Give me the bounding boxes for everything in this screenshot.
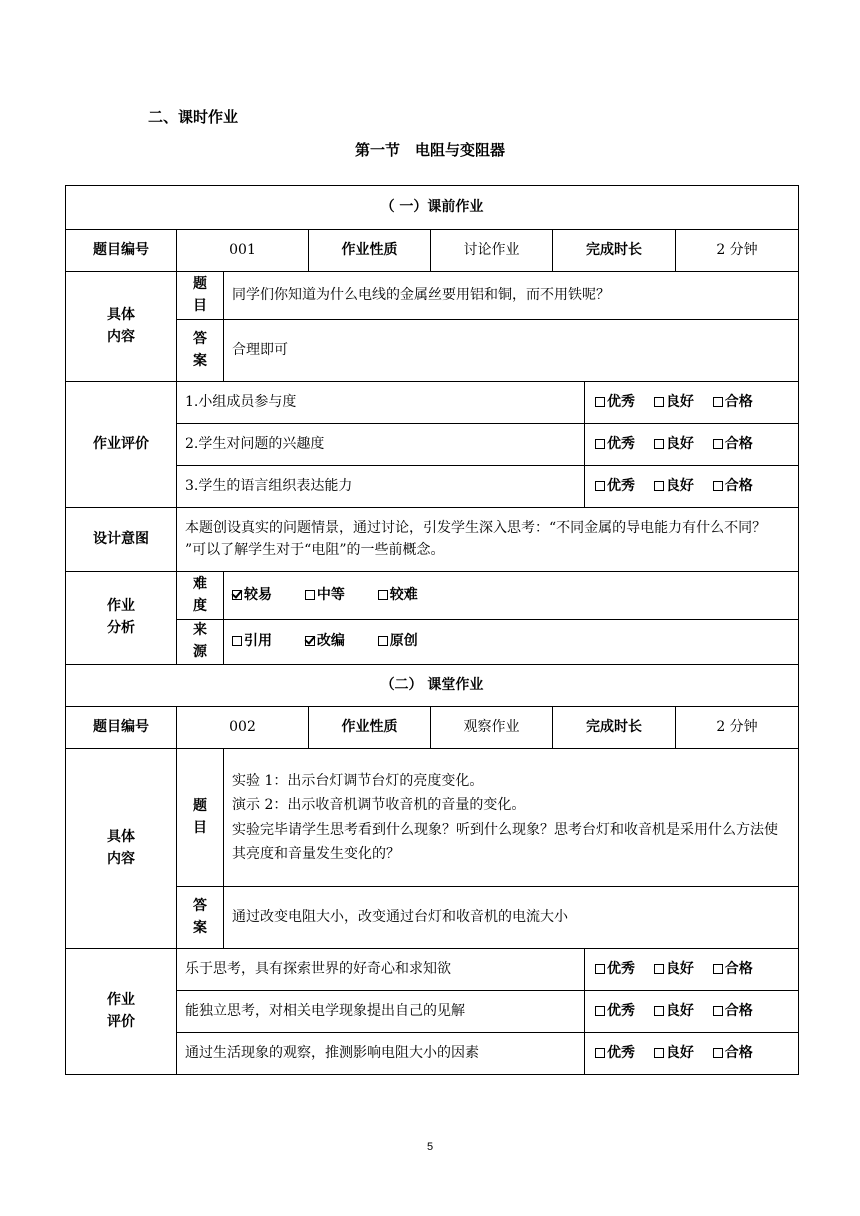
part2-question-text	[224, 749, 799, 887]
checkbox[interactable]	[595, 964, 605, 974]
part1-duration-label: 完成时长	[553, 230, 676, 272]
source-original: 原创	[389, 633, 418, 650]
grade-options	[585, 991, 799, 1033]
grade-option-excellent: 优秀	[607, 477, 635, 494]
page-number: 5	[426, 1141, 434, 1153]
part2-id-value: 002	[177, 707, 309, 749]
section-heading: 二、课时作业	[148, 108, 239, 126]
grade-option-good: 良好	[665, 1002, 694, 1019]
part1-answer-text: 合理即可	[224, 320, 799, 382]
grade-option-excellent: 优秀	[607, 393, 635, 410]
part1-eval-label: 作业评价	[66, 382, 177, 508]
part1-title: （ 一）课前作业	[66, 186, 799, 230]
part1-question-text: 同学们你知道为什么电线的金属丝要用铝和铜，而不用铁呢？	[224, 272, 799, 320]
checkbox[interactable]	[713, 439, 723, 449]
checkbox[interactable]	[595, 481, 605, 491]
checkbox[interactable]	[654, 397, 664, 407]
part1-design-text: 本题创设真实的问题情景，通过讨论，引发学生深入思考：“不同金属的导电能力有什么不同？ ”可以了解学生对于“电阻”的一些前概念。	[177, 508, 799, 572]
part1-analysis-label: 作业 分析	[66, 572, 177, 665]
checkbox[interactable]	[713, 1006, 723, 1016]
difficulty-label: 难 度	[177, 572, 224, 620]
part2-duration-label: 完成时长	[553, 707, 676, 749]
part2-eval-item: 乐于思考，具有探索世界的好奇心和求知欲	[177, 949, 585, 991]
checkbox[interactable]	[595, 1048, 605, 1058]
checkbox-checked[interactable]	[305, 636, 315, 646]
grade-option-pass: 合格	[724, 393, 753, 410]
part1-eval-item: 1.小组成员参与度	[177, 382, 585, 424]
part2-id-label: 题目编号	[66, 707, 177, 749]
part2-content-label: 具体 内容	[66, 749, 177, 949]
part2-eval-item: 能独立思考，对相关电学现象提出自己的见解	[177, 991, 585, 1033]
question-line: 演示 2：出示收音机调节收音机的音量的变化。	[232, 797, 526, 813]
part1-nature-value: 讨论作业	[431, 230, 553, 272]
checkbox[interactable]	[595, 1006, 605, 1016]
part1-eval-item: 3.学生的语言组织表达能力	[177, 466, 585, 508]
question-line: 实验完毕请学生思考看到什么现象？听到什么现象？思考台灯和收音机是采用什么方法使其亮度和音量发生变化的？	[232, 821, 778, 862]
grade-option-pass: 合格	[724, 1044, 753, 1061]
part2-nature-value: 观察作业	[431, 707, 553, 749]
difficulty-easy: 较易	[244, 586, 272, 603]
grade-option-good: 良好	[665, 435, 694, 452]
grade-option-pass: 合格	[724, 435, 753, 452]
checkbox[interactable]	[378, 590, 388, 600]
part2-title: （二） 课堂作业	[66, 665, 799, 707]
grade-option-good: 良好	[665, 960, 694, 977]
grade-option-pass: 合格	[724, 477, 753, 494]
checkbox[interactable]	[713, 964, 723, 974]
part1-content-label: 具体 内容	[66, 272, 177, 382]
checkbox[interactable]	[654, 439, 664, 449]
grade-option-good: 良好	[665, 1044, 694, 1061]
grade-option-pass: 合格	[724, 960, 753, 977]
part2-nature-label: 作业性质	[309, 707, 431, 749]
grade-option-pass: 合格	[724, 1002, 753, 1019]
checkbox[interactable]	[713, 397, 723, 407]
part2-answer-label: 答 案	[177, 887, 224, 949]
source-adapted: 改编	[316, 633, 345, 650]
grade-option-excellent: 优秀	[607, 960, 635, 977]
part2-question-label: 题 目	[177, 749, 224, 887]
source-label: 来 源	[177, 620, 224, 665]
checkbox[interactable]	[654, 481, 664, 491]
source-cited: 引用	[244, 633, 272, 650]
part2-eval-item: 通过生活现象的观察，推测影响电阻大小的因素	[177, 1033, 585, 1075]
grade-option-excellent: 优秀	[607, 435, 635, 452]
checkbox[interactable]	[713, 481, 723, 491]
grade-options	[585, 466, 799, 508]
grade-option-excellent: 优秀	[607, 1044, 635, 1061]
grade-options	[585, 1033, 799, 1075]
grade-option-good: 良好	[665, 393, 694, 410]
checkbox[interactable]	[713, 1048, 723, 1058]
question-line: 实验 1：出示台灯调节台灯的亮度变化。	[232, 772, 484, 789]
difficulty-medium: 中等	[316, 586, 345, 603]
checkbox[interactable]	[654, 1048, 664, 1058]
grade-options	[585, 382, 799, 424]
part1-eval-item: 2.学生对问题的兴趣度	[177, 424, 585, 466]
checkbox[interactable]	[378, 636, 388, 646]
checkbox-checked[interactable]	[232, 590, 242, 600]
part1-id-value: 001	[177, 230, 309, 272]
part2-eval-label: 作业 评价	[66, 949, 177, 1075]
checkbox[interactable]	[595, 397, 605, 407]
lesson-title: 第一节 电阻与变阻器	[354, 141, 505, 159]
source-options	[224, 620, 799, 665]
part1-duration-value: 2 分钟	[676, 230, 799, 272]
part1-id-label: 题目编号	[66, 230, 177, 272]
grade-option-excellent: 优秀	[607, 1002, 635, 1019]
checkbox[interactable]	[305, 590, 315, 600]
checkbox[interactable]	[595, 439, 605, 449]
part1-nature-label: 作业性质	[309, 230, 431, 272]
part1-question-label: 题 目	[177, 272, 224, 320]
homework-table	[65, 185, 799, 1075]
part1-design-label: 设计意图	[66, 508, 177, 572]
checkbox[interactable]	[232, 636, 242, 646]
grade-options	[585, 949, 799, 991]
checkbox[interactable]	[654, 964, 664, 974]
part2-duration-value: 2 分钟	[676, 707, 799, 749]
difficulty-hard: 较难	[389, 586, 418, 603]
grade-option-good: 良好	[665, 477, 694, 494]
part2-answer-text: 通过改变电阻大小，改变通过台灯和收音机的电流大小	[224, 887, 799, 949]
part1-answer-label: 答 案	[177, 320, 224, 382]
checkbox[interactable]	[654, 1006, 664, 1016]
difficulty-options	[224, 572, 799, 620]
grade-options	[585, 424, 799, 466]
